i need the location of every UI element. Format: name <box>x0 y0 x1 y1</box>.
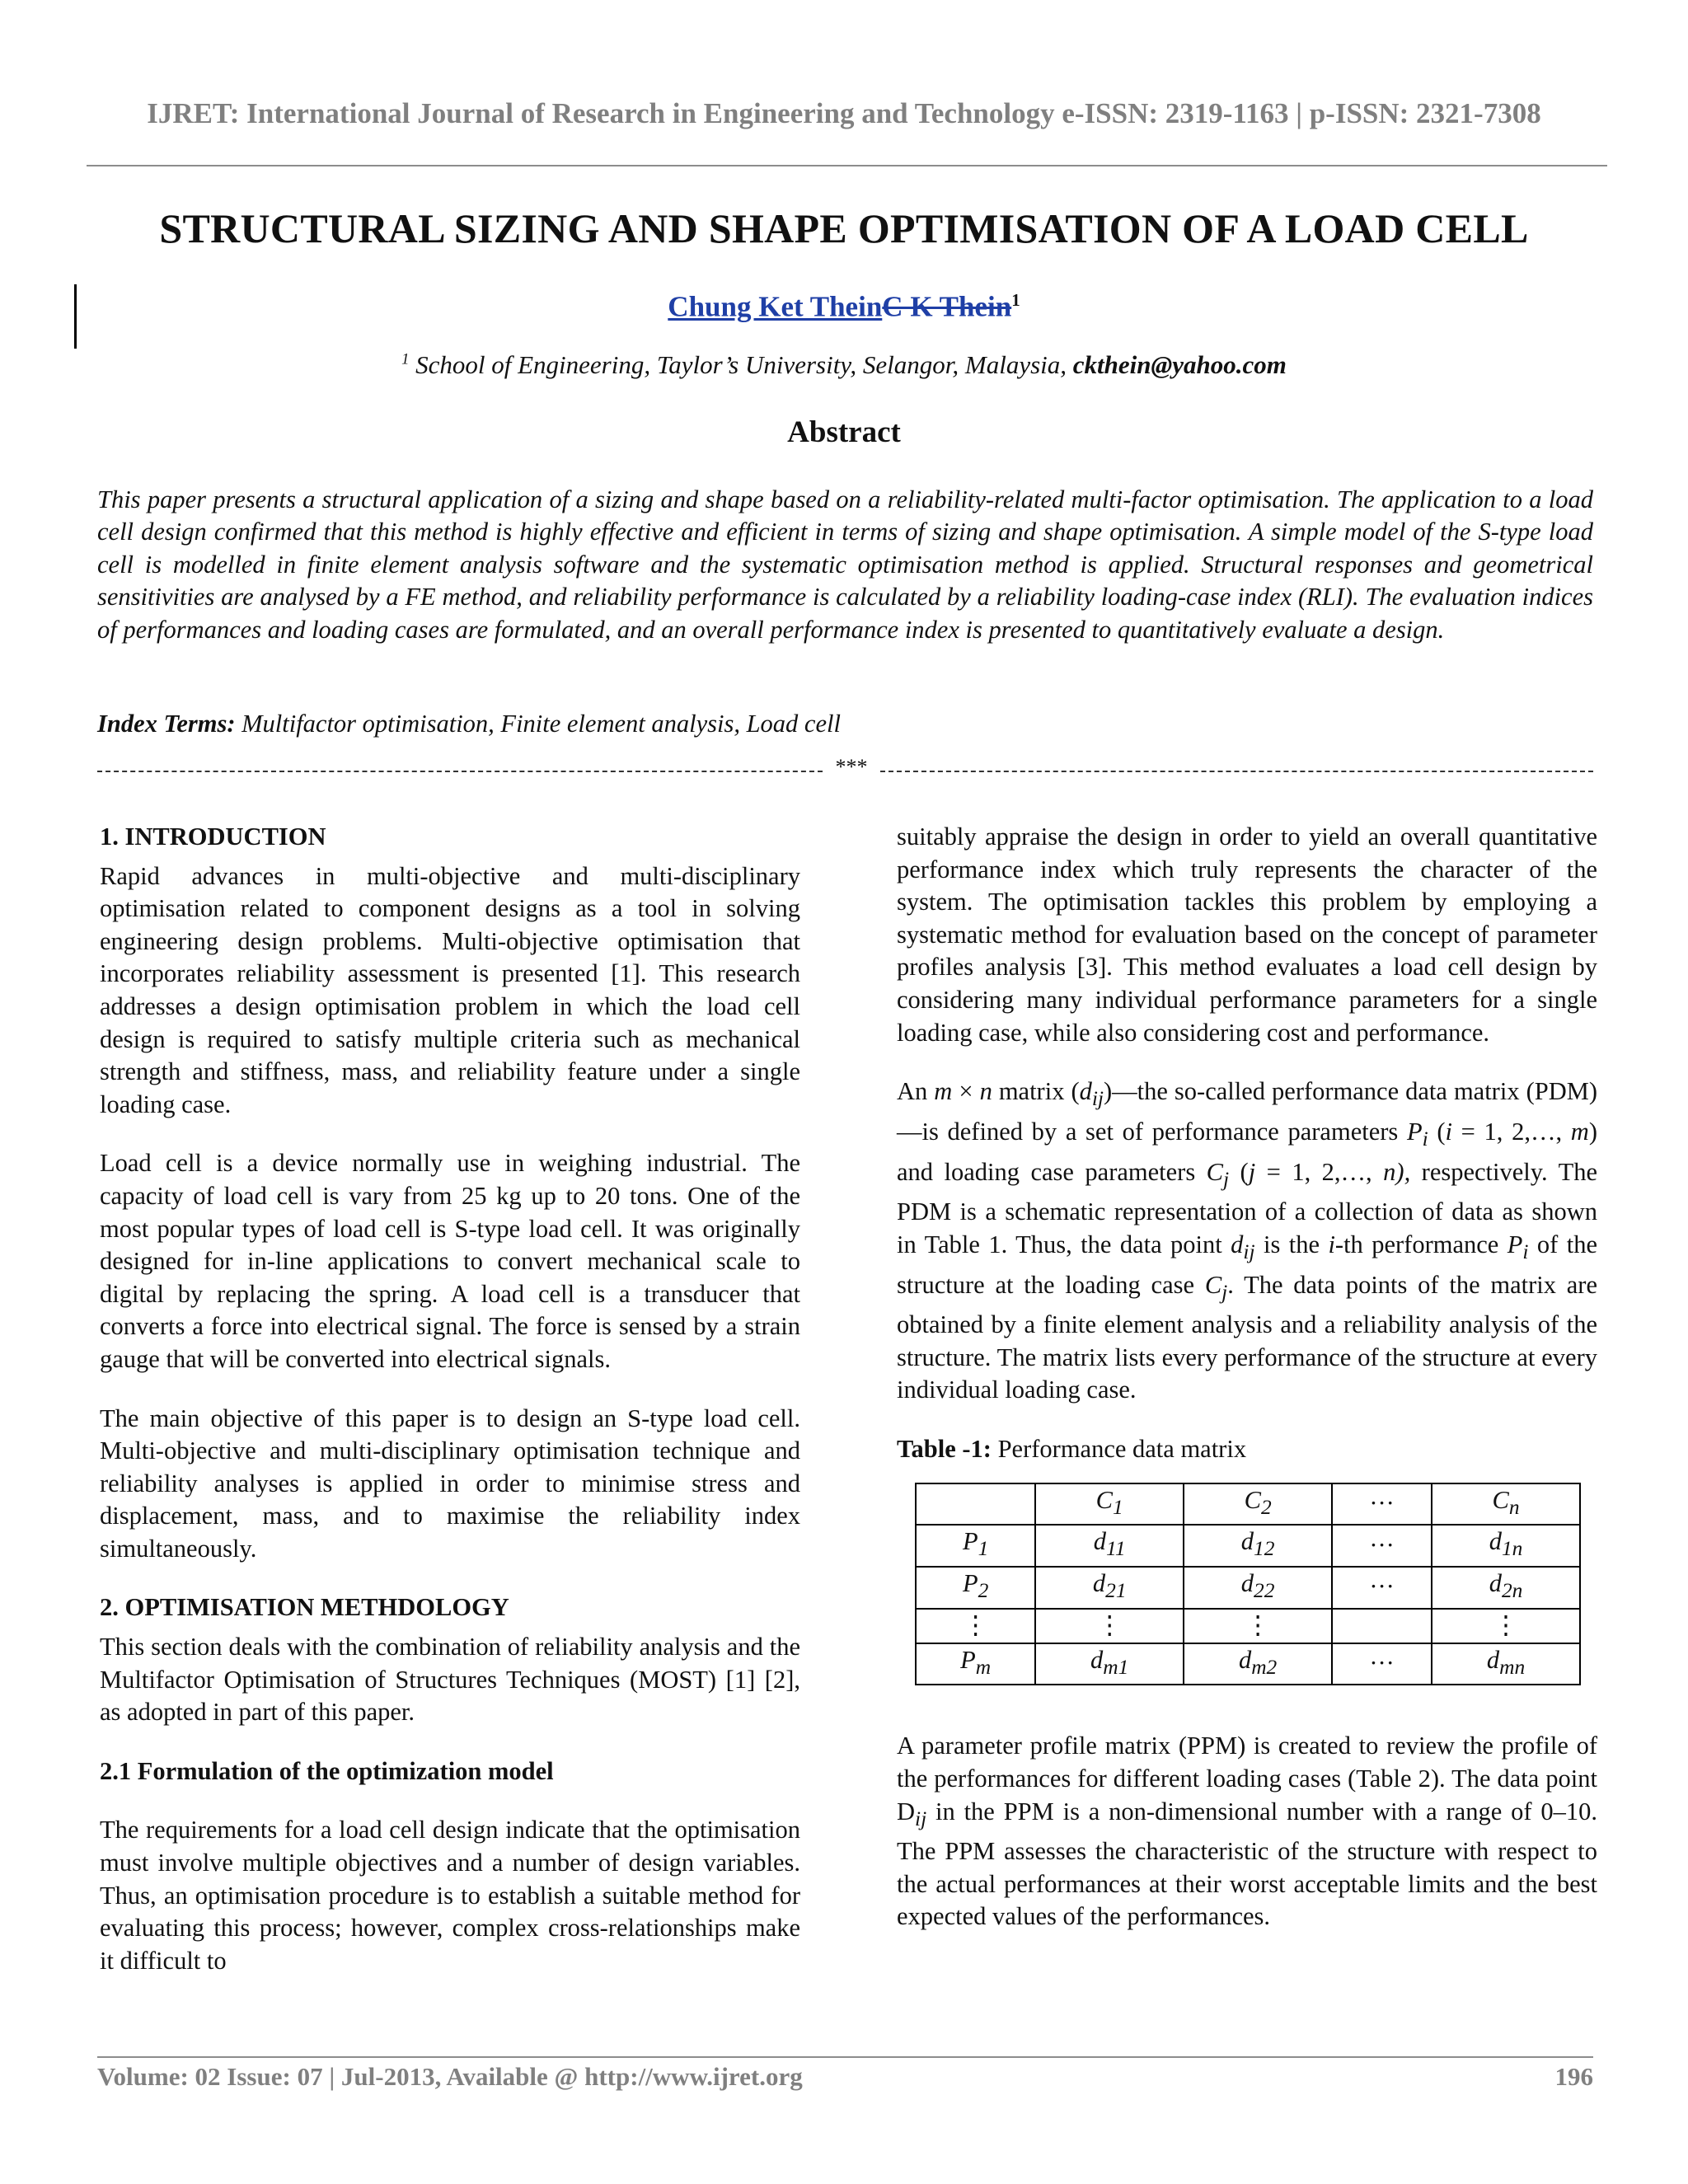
cell-subscript: m1 <box>1103 1655 1129 1679</box>
table-cell <box>1035 1567 1184 1609</box>
right-column <box>897 821 1597 1933</box>
cell-symbol: d <box>1090 1645 1104 1674</box>
intro-paragraph-1: Rapid advances in multi-objective and multi-disciplinary optimisation related to component designs as a tool in solving engineering design problems. Multi-objective optimisation that incorporates reliability assessment is presented [1]. This research addresses a design optimisation problem in which the load cell design is required to satisfy multiple criteria such as mechanical strength and stiffness, mass, and reliability feature under a single loading case. <box>100 861 800 1118</box>
table-cell <box>916 1525 1035 1567</box>
cell-subscript: 2n <box>1501 1579 1523 1603</box>
cell-symbol: ⋮ <box>1096 1610 1123 1639</box>
footer-rule <box>97 2056 1593 2058</box>
page-footer <box>97 2062 1593 2092</box>
affiliation <box>0 350 1688 380</box>
section-2-heading: 2. OPTIMISATION METHDOLOGY <box>100 1593 509 1622</box>
author-email[interactable]: ckthein@yahoo.com <box>1072 350 1287 379</box>
table-header-row <box>916 1483 1580 1526</box>
cell-symbol: ⋮ <box>963 1610 988 1639</box>
intro-paragraph-3: The main objective of this paper is to design an S-type load cell. Multi-objective and multi-disciplinary optimisation technique and reliability analyses is applied in order to minimise stress and displacement, mass, and to maximise the reliability index simultaneously. <box>100 1404 800 1563</box>
table-row <box>916 1609 1580 1643</box>
table-cell <box>1432 1483 1580 1526</box>
table-row <box>916 1643 1580 1685</box>
table-1-title: Performance data matrix <box>991 1434 1247 1463</box>
cell-subscript: 22 <box>1254 1579 1275 1603</box>
index-terms-label: Index Terms: <box>97 710 236 738</box>
author-line <box>0 290 1688 324</box>
table-row <box>916 1525 1580 1567</box>
table-row <box>916 1567 1580 1609</box>
ppm-paragraph: A parameter profile matrix (PPM) is created to review the profile of the performances for different loading cases (Table 2). The data point $D_{ij}$ in the PPM is a non-dimensional number with a range of 0–10. The PPM assesses the characteristic of the structure with respect to the actual performances at their worst acceptable limits and the best expected values of the performances. <box>897 1732 1597 1931</box>
section-2-1-heading: 2.1 Formulation of the optimization model <box>100 1756 554 1785</box>
separator-stars: *** <box>835 757 868 779</box>
method-paragraph-1: This section deals with the combination of reliability analysis and the Multifactor Optimisation of Structures Techniques (MOST) [1] [2], as adopted in part of this paper. <box>100 1633 800 1727</box>
cell-subscript: m <box>975 1655 992 1679</box>
cell-symbol: d <box>1093 1527 1107 1556</box>
table-cell <box>1432 1525 1580 1567</box>
cell-subscript: 2 <box>978 1579 989 1603</box>
formulation-paragraph-continued: suitably appraise the design in order to yield an overall quantitative performance index which truly represents the character of the system. The optimisation tackles this problem by employing a systematic method for evaluation based on the concept of parameter profiles analysis [3]. This method evaluates a load cell design by considering many individual performance parameters for a single loading case, while also considering cost and performance. <box>897 823 1597 1047</box>
table-1-label: Table -1: <box>897 1434 992 1463</box>
index-terms-text: Multifactor optimisation, Finite element analysis, Load cell <box>235 710 841 738</box>
cell-subscript: m2 <box>1251 1655 1278 1679</box>
separator-dash-left <box>97 771 823 772</box>
footer-volume-info: Volume: 02 Issue: 07 | Jul-2013, Available @ http://www.ijret.org <box>97 2062 803 2091</box>
section-1-heading: 1. INTRODUCTION <box>100 823 326 851</box>
cell-symbol: C <box>1492 1485 1509 1514</box>
cell-symbol: d <box>1240 1527 1254 1556</box>
formulation-paragraph-1: The requirements for a load cell design indicate that the optimisation must involve multiple objectives and a number of design variables. Thus, an optimisation procedure is to establish a suitable method for evaluating this process; however, complex cross-relationships make it difficult to <box>100 1816 800 1975</box>
running-header: IJRET: International Journal of Research in Engineering and Technology e-ISSN: 2319-1163 | p-ISSN: 2321-7308 <box>147 97 1541 129</box>
cell-symbol: d <box>1240 1568 1254 1597</box>
table-cell <box>1332 1609 1432 1643</box>
table-cell <box>1184 1483 1332 1526</box>
cell-symbol: ··· <box>1369 1530 1395 1559</box>
cell-symbol: P <box>962 1527 978 1556</box>
table-cell <box>1035 1643 1184 1685</box>
table-cell <box>1035 1483 1184 1526</box>
header-rule <box>87 165 1607 166</box>
cell-symbol: d <box>1489 1527 1502 1556</box>
cell-subscript: 1n <box>1501 1537 1523 1561</box>
cell-symbol: C <box>1095 1485 1114 1514</box>
section-separator <box>97 757 1593 785</box>
table-cell <box>916 1483 1035 1526</box>
table-cell <box>1332 1643 1432 1685</box>
intro-paragraph-2: Load cell is a device normally use in weighing industrial. The capacity of load cell is vary from 25 kg up to 20 tons. One of the most popular types of load cell is S-type load cell. It was originally designed for in-line applications to convert mechanical scale to digital by replacing the spring. A load cell is a transducer that converts a force into electrical signal. The force is sensed by a strain gauge that will be converted into electrical signals. <box>100 1149 800 1373</box>
paper-title: STRUCTURAL SIZING AND SHAPE OPTIMISATION OF A LOAD CELL <box>159 205 1529 251</box>
table-cell <box>916 1609 1035 1643</box>
author-name-inserted[interactable]: Chung Ket Thein <box>668 290 883 323</box>
cell-symbol: ⋮ <box>1245 1610 1271 1639</box>
cell-symbol: d <box>1238 1645 1252 1674</box>
author-name-deleted: C K Thein <box>882 290 1012 323</box>
table-1-caption <box>897 1433 1597 1466</box>
separator-dash-right <box>880 771 1593 772</box>
table-cell <box>916 1643 1035 1685</box>
performance-data-matrix-table <box>915 1483 1581 1686</box>
table-cell <box>1432 1567 1580 1609</box>
cell-subscript: n <box>1508 1495 1520 1519</box>
abstract-heading: Abstract <box>787 415 901 449</box>
cell-symbol: ··· <box>1369 1649 1395 1678</box>
cell-symbol: C <box>1244 1485 1261 1514</box>
table-cell <box>1432 1609 1580 1643</box>
cell-subscript: 1 <box>978 1537 989 1561</box>
cell-symbol: P <box>962 1568 978 1597</box>
table-cell <box>1184 1643 1332 1685</box>
cell-subscript: 1 <box>1113 1495 1123 1519</box>
table-cell <box>1332 1567 1432 1609</box>
table-cell <box>1432 1643 1580 1685</box>
abstract-paragraph: This paper presents a structural application of a sizing and shape based on a reliability-related multi-factor optimisation. The application to a load cell design confirmed that this method is highly effective and efficient in terms of sizing and shape optimisation. A simple model of the S-type load cell is modelled in finite element analysis software and the systematic optimisation method is applied. Structural responses and geometrical sensitivities are analysed by a FE method, and reliability performance is calculated by a reliability loading-case index (RLI). The evaluation indices of performances and loading cases are formulated, and an overall performance index is presented to quantitatively evaluate a design. <box>97 485 1593 644</box>
cell-subscript: mn <box>1499 1655 1526 1679</box>
table-cell <box>1332 1483 1432 1526</box>
table-cell <box>916 1567 1035 1609</box>
cell-symbol: d <box>1092 1568 1106 1597</box>
cell-subscript: 12 <box>1254 1537 1275 1561</box>
table-cell <box>1184 1525 1332 1567</box>
cell-subscript: 11 <box>1106 1537 1126 1561</box>
cell-subscript: 21 <box>1105 1579 1127 1603</box>
table-cell <box>1332 1525 1432 1567</box>
cell-symbol: d <box>1489 1568 1502 1597</box>
cell-symbol: d <box>1486 1645 1500 1674</box>
affiliation-text: School of Engineering, Taylor’s University, Selangor, Malaysia, <box>409 350 1073 379</box>
cell-symbol: ··· <box>1369 1489 1395 1518</box>
table-cell <box>1035 1525 1184 1567</box>
table-cell <box>1184 1567 1332 1609</box>
cell-symbol: ⋮ <box>1493 1610 1519 1639</box>
page-number: 196 <box>1554 2062 1593 2091</box>
abstract-body <box>97 484 1593 646</box>
index-terms <box>97 710 841 738</box>
cell-subscript: 2 <box>1260 1495 1272 1519</box>
author-affiliation-mark: 1 <box>1011 290 1020 310</box>
cell-symbol: ··· <box>1369 1572 1395 1601</box>
table-cell <box>1035 1609 1184 1643</box>
affiliation-mark: 1 <box>401 350 410 368</box>
pdm-paragraph: An m × n matrix $(d_{ij})—the$ so-called performance data matrix (PDM)—is defined by a set of performance parameters $P_i$ (i = 1, 2,…, m) and loading case parameters $C_j$ (j = 1, 2,…, n), respectively. The PDM is a schematic representation of a collection of data as shown in Table 1. Thus, the data point $d_{ij}$ is the i-th performance $P_i$ of the structure at the loading case $C_j$. The data points of the matrix are obtained by a finite element analysis and a reliability analysis of the structure. The matrix lists every performance of the structure at every individual loading case. <box>897 1077 1598 1404</box>
table-cell <box>1184 1609 1332 1643</box>
cell-symbol: P <box>960 1645 976 1674</box>
left-column <box>100 821 800 1977</box>
